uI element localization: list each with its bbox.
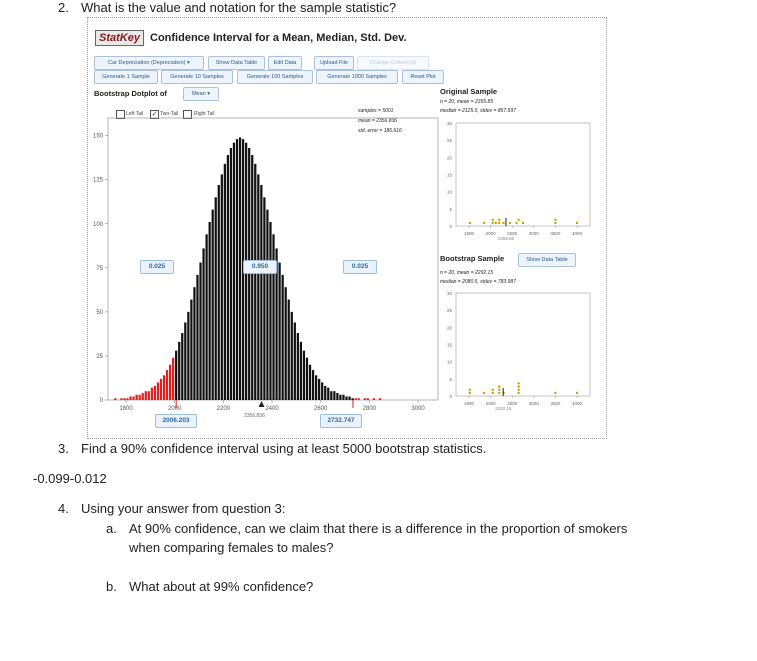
y-tick-label: 15 (446, 342, 452, 348)
histogram-bar (169, 365, 171, 400)
x-tick-label: 4000 (572, 401, 583, 406)
data-point (498, 219, 500, 221)
data-point (554, 222, 556, 224)
histogram-bar (160, 379, 162, 400)
x-tick-label: 2200 (216, 406, 231, 412)
x-tick-label: 4000 (572, 231, 583, 236)
two-tail-checkbox[interactable]: ✓ (151, 111, 158, 118)
histogram-bar (236, 139, 238, 400)
histogram-bar (327, 388, 329, 400)
histogram-bar (309, 365, 311, 400)
histogram-bar (288, 300, 290, 400)
edit-data-button[interactable]: Edit Data (268, 56, 302, 70)
data-point (576, 392, 578, 394)
histogram-bar (129, 396, 131, 400)
y-tick-label: 0 (449, 224, 452, 229)
histogram-bar (157, 382, 159, 400)
y-tick-label: 50 (96, 309, 103, 316)
data-point (498, 389, 500, 391)
histogram-bar (315, 375, 317, 400)
histogram-bar (154, 386, 156, 400)
histogram-bar (227, 155, 229, 400)
std-error: std. error = 186.616 (358, 128, 402, 134)
generate-1-sample-button[interactable]: Generate 1 Sample (94, 70, 158, 84)
histogram-bar (373, 398, 375, 400)
histogram-bar (251, 155, 253, 400)
histogram-bar (260, 185, 262, 400)
generate-10-samples-button[interactable]: Generate 10 Samples (161, 70, 233, 84)
histogram-bar (166, 370, 168, 400)
histogram-bar (187, 312, 189, 400)
question-4a-line-1: At 90% confidence, can we claim that there is a difference in the proportion of smokers (129, 521, 628, 536)
data-point (492, 389, 494, 391)
plot-frame (456, 293, 590, 396)
histogram-bar (263, 197, 265, 400)
data-point (509, 222, 511, 224)
data-point (502, 222, 504, 224)
data-point (492, 222, 494, 224)
histogram-bar (230, 148, 232, 400)
data-point (517, 382, 519, 384)
histogram-bar (364, 398, 366, 400)
answer-3: -0.099-0.012 (33, 471, 107, 486)
histogram-bar (199, 263, 201, 400)
x-tick-label: 2600 (313, 406, 328, 412)
histogram-bar (215, 197, 217, 400)
bootstrap-sample-stats-2: median = 2080.5, stdev = 783.987 (440, 279, 516, 285)
histogram-bar (196, 275, 198, 400)
statkey-screenshot (87, 17, 607, 439)
question-3-number: 3. (58, 441, 69, 456)
data-point (517, 219, 519, 221)
generate-1000-samples-button[interactable]: Generate 1000 Samples (316, 70, 398, 84)
histogram-bar (297, 333, 299, 400)
samples-count: samples = 5001 (358, 108, 394, 114)
histogram-bar (126, 398, 128, 400)
data-point (517, 389, 519, 391)
change-columns-button[interactable]: Change Column(s) (357, 56, 429, 70)
x-tick-label: 3000 (528, 401, 539, 406)
middle-proportion[interactable]: 0.950 (243, 260, 277, 274)
histogram-bar (184, 322, 186, 400)
y-tick-label: 75 (96, 265, 103, 272)
histogram-bar (233, 143, 235, 400)
y-tick-label: 10 (446, 359, 452, 365)
y-tick-label: 0 (99, 398, 103, 404)
original-sample-title: Original Sample (440, 87, 498, 96)
x-tick-label: 3000 (411, 406, 425, 412)
histogram-bar (254, 164, 256, 400)
y-tick-label: 15 (446, 172, 452, 178)
y-tick-label: 25 (446, 138, 452, 144)
histogram-bar (294, 322, 296, 400)
data-point (517, 385, 519, 387)
question-4b-letter: b. (106, 579, 117, 594)
histogram-bar (291, 312, 293, 400)
histogram-bar (303, 351, 305, 400)
question-2-text: What is the value and notation for the sample statistic? (81, 0, 397, 15)
histogram-bar (266, 210, 268, 400)
histogram-bar (205, 234, 207, 400)
original-sample-stats-1: n = 20, mean = 2355.85 (440, 99, 494, 105)
y-tick-label: 20 (446, 155, 452, 161)
y-tick-label: 5 (449, 376, 452, 382)
x-tick-label: 1500 (463, 231, 474, 236)
histogram-bar (355, 398, 357, 400)
histogram-bar (212, 210, 214, 400)
histogram-bar (342, 395, 344, 400)
histogram-bar (209, 222, 211, 400)
data-point (576, 222, 578, 224)
ci-lower-bound[interactable]: 2006.203 (155, 414, 197, 428)
histogram-bar (318, 379, 320, 400)
histogram-bar (178, 342, 180, 400)
y-tick-label: 30 (446, 291, 452, 296)
y-tick-label: 5 (449, 206, 452, 212)
center-marker (258, 401, 264, 407)
y-tick-label: 25 (446, 308, 452, 314)
question-4-number: 4. (58, 501, 69, 516)
statkey-title: Confidence Interval for a Mean, Median, Std. Dev. (150, 32, 407, 44)
histogram-bar (336, 393, 338, 400)
data-point (498, 222, 500, 224)
histogram-bar (132, 396, 134, 400)
histogram-bar (379, 398, 381, 400)
y-tick-label: 100 (92, 221, 103, 228)
question-3-text: Find a 90% confidence interval using at least 5000 bootstrap statistics. (81, 441, 487, 456)
histogram-bar (163, 375, 165, 400)
dotplot-label: Bootstrap Dotplot of (94, 89, 167, 98)
data-point (492, 392, 494, 394)
histogram-bar (306, 358, 308, 400)
histogram-bar (358, 398, 360, 400)
histogram-bar (218, 185, 220, 400)
data-point (517, 392, 519, 394)
x-tick-label: 2000 (167, 406, 182, 412)
histogram-bar (239, 137, 241, 400)
left-tail-label: Left Tail (126, 111, 144, 117)
x-tick-label: 1500 (463, 401, 474, 406)
data-point (469, 389, 471, 391)
data-point (498, 385, 500, 387)
bootstrap-show-data-table-button[interactable]: Show Data Table (518, 253, 576, 267)
center-marker-label: 2356.836 (244, 413, 265, 419)
plot-frame (456, 123, 590, 226)
x-tick-label: 2500 (507, 401, 518, 406)
histogram-bar (351, 398, 353, 400)
x-tick-label: 3000 (528, 231, 539, 236)
question-4a-letter: a. (106, 521, 117, 536)
y-tick-label: 20 (446, 325, 452, 331)
y-tick-label: 10 (446, 189, 452, 195)
histogram-bar (269, 222, 271, 400)
statkey-logo: StatKey (95, 30, 144, 46)
right-tail-label: Right Tail (194, 111, 215, 117)
x-tick-label: 2000 (485, 231, 496, 236)
histogram-bar (221, 174, 223, 400)
question-2-number: 2. (58, 0, 69, 15)
statistic-dropdown[interactable]: Mean ▾ (183, 87, 219, 101)
data-point (492, 219, 494, 221)
histogram-bar (300, 342, 302, 400)
left-tail-proportion[interactable]: 0.025 (140, 260, 174, 274)
histogram-bar (142, 393, 144, 400)
histogram-bar (172, 358, 174, 400)
upload-file-button[interactable]: Upload File (314, 56, 354, 70)
histogram-bar (367, 398, 369, 400)
histogram-bar (339, 395, 341, 400)
x-tick-label: 2800 (362, 406, 377, 412)
two-tail-label: Two-Tail (160, 111, 179, 117)
histogram-bar (139, 395, 141, 400)
bootstrap-mean: mean = 2356.836 (358, 118, 398, 124)
x-tick-label: 1800 (119, 406, 133, 412)
histogram-bar (321, 382, 323, 400)
x-tick-label: 2000 (485, 401, 496, 406)
y-tick-label: 150 (92, 133, 103, 140)
histogram-bar (333, 391, 335, 400)
histogram-bar (190, 300, 192, 400)
histogram-bar (348, 396, 350, 400)
histogram-bar (151, 388, 153, 400)
bootstrap-sample-stats-1: n = 20, mean = 2292.15 (440, 270, 494, 276)
histogram-bar (114, 398, 116, 400)
histogram-bar (148, 391, 150, 400)
question-4-text: Using your answer from question 3: (81, 501, 286, 516)
bootstrap-sample-title: Bootstrap Sample (440, 254, 505, 263)
data-point (495, 222, 497, 224)
original-center-label: 2355.85 (497, 236, 515, 241)
data-point (469, 392, 471, 394)
y-tick-label: 125 (92, 177, 103, 184)
dataset-dropdown[interactable]: Car Depreciation (Depreciation) ▾ (94, 56, 204, 70)
data-point (522, 222, 524, 224)
bootstrap-center-label: 2292.15 (495, 406, 512, 411)
histogram-bar (345, 396, 347, 400)
bootstrap-sample-dotplot (438, 288, 598, 418)
question-4a-line-2: when comparing females to males? (129, 540, 334, 555)
histogram-bar (181, 333, 183, 400)
generate-100-samples-button[interactable]: Generate 100 Samples (237, 70, 313, 84)
right-tail-proportion[interactable]: 0.025 (343, 260, 377, 274)
y-tick-label: 0 (449, 394, 452, 399)
data-point (515, 222, 517, 224)
histogram-bar (123, 398, 125, 400)
histogram-bar (120, 398, 122, 400)
x-tick-label: 2400 (265, 406, 279, 412)
histogram-bar (278, 263, 280, 400)
y-tick-label: 25 (96, 353, 103, 360)
data-point (469, 222, 471, 224)
original-sample-dotplot (438, 118, 598, 248)
data-point (554, 392, 556, 394)
data-point (498, 392, 500, 394)
ci-upper-bound[interactable]: 2732.747 (320, 414, 362, 428)
histogram-bar (330, 391, 332, 400)
x-tick-label: 2500 (507, 231, 518, 236)
histogram-bar (324, 386, 326, 400)
x-tick-label: 3500 (550, 231, 561, 236)
histogram-bar (224, 164, 226, 400)
reset-plot-button[interactable]: Reset Plot (402, 70, 444, 84)
show-data-table-button[interactable]: Show Data Table (208, 56, 265, 70)
data-point (483, 392, 485, 394)
y-tick-label: 30 (446, 121, 452, 126)
histogram-bar (202, 248, 204, 400)
question-4b-text: What about at 99% confidence? (129, 579, 314, 594)
histogram-bar (312, 370, 314, 400)
x-tick-label: 3500 (550, 401, 561, 406)
histogram-bar (145, 391, 147, 400)
histogram-bar (285, 287, 287, 400)
histogram-bar (136, 395, 138, 400)
data-point (483, 222, 485, 224)
histogram-bar (282, 275, 284, 400)
histogram-bar (193, 287, 195, 400)
data-point (554, 219, 556, 221)
histogram-bar (175, 351, 177, 400)
histogram-bar (257, 174, 259, 400)
original-sample-stats-2: median = 2125.5, stdev = 857.997 (440, 108, 516, 114)
